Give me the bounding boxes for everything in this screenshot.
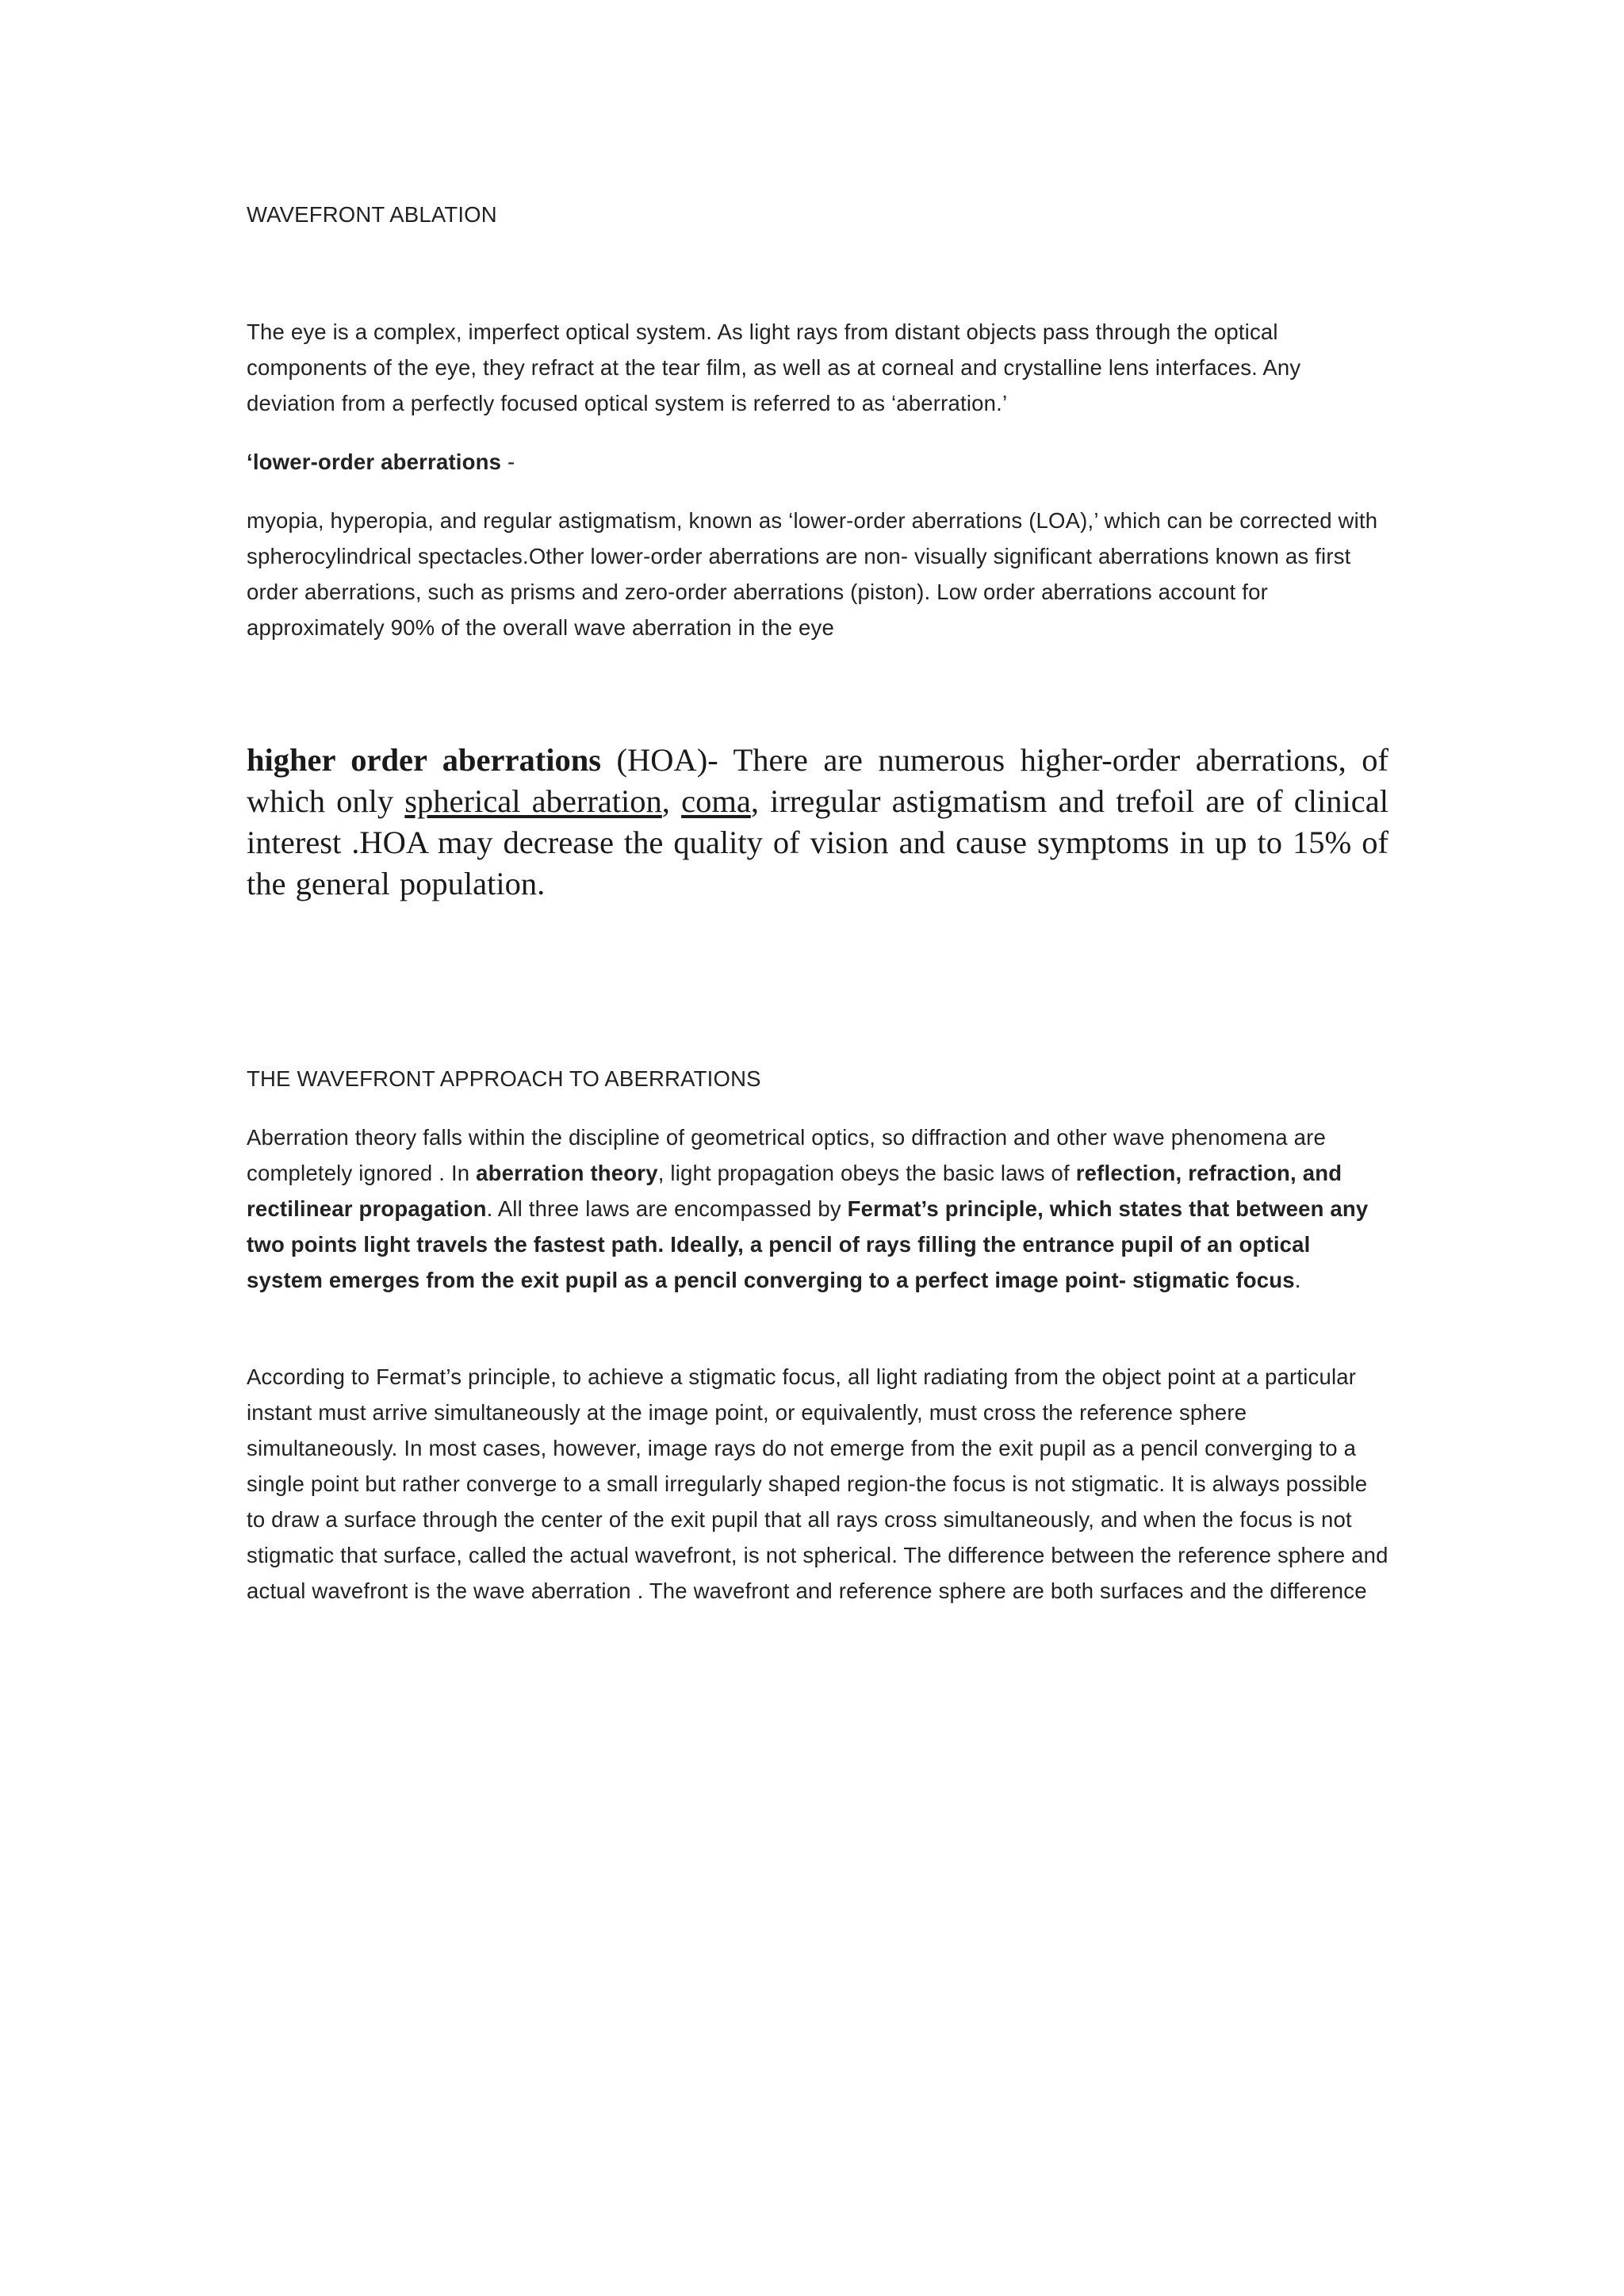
higher-order-heading-suffix: (HOA)- <box>600 742 718 778</box>
higher-order-paragraph <box>247 740 1388 905</box>
intro-paragraph: The eye is a complex, imperfect optical system. As light rays from distant objects pass through the optical components of the eye, they refract at the tear film, as well as at corneal and crystalline lens interfaces. Any deviation from a perfectly focused optical system is referred to as ‘aberration.’ <box>247 320 1301 415</box>
lower-order-heading-bold: ‘lower-order aberrations <box>247 450 502 474</box>
lower-order-paragraph: myopia, hyperopia, and regular astigmatism, known as ‘lower-order aberrations (LOA),’ which can be corrected with spherocylindrical spectacles.Other lower-order aberrations are non- visually significant aberrations known as first order aberrations, such as prisms and zero-order aberrations (piston). Low order aberrations account for approximately 90% of the overall wave aberration in the eye <box>247 508 1378 640</box>
para3-text-3: . All three laws are encompassed by <box>486 1196 848 1221</box>
higher-order-text-1: There are numerous higher-order aberrations, of which only <box>247 742 1388 819</box>
para3-text-2: , light propagation obeys the basic laws of <box>657 1161 1076 1185</box>
lower-order-heading-suffix: - <box>501 450 515 474</box>
lower-order-heading <box>247 444 1388 480</box>
coma-link[interactable]: coma <box>681 783 751 819</box>
higher-order-text-2: , <box>661 783 682 819</box>
higher-order-text-3: , irregular astigmatism and trefoil are of clinical interest .HOA may decrease the quality of vision and cause symptoms in up to 15% of the general population. <box>247 783 1388 901</box>
para3-bold-1: aberration theory <box>476 1161 658 1185</box>
aberration-theory-paragraph <box>247 1119 1388 1298</box>
spherical-aberration-link[interactable]: spherical aberration <box>404 783 662 819</box>
document-title: WAVEFRONT ABLATION <box>247 202 497 227</box>
para3-text-1: Aberration theory falls within the discipline of geometrical optics, so diffraction and other wave phenomena are completely ignored . In <box>247 1125 1326 1185</box>
para3-bold-2: reflection, refraction, and rectilinear propagation <box>247 1161 1342 1221</box>
higher-order-heading-bold: higher order aberrations <box>247 742 601 778</box>
section-title-wavefront-approach: THE WAVEFRONT APPROACH TO ABERRATIONS <box>247 1066 761 1091</box>
fermat-principle-paragraph: According to Fermat’s principle, to achieve a stigmatic focus, all light radiating from the object point at a particular instant must arrive simultaneously at the image point, or equivalently, must cross the reference sphere simultaneously. In most cases, however, image rays do not emerge from the exit pupil as a pencil converging to a single point but rather converge to a small irregularly shaped region-the focus is not stigmatic. It is always possible to draw a surface through the center of the exit pupil that all rays cross simultaneously, and when the focus is not stigmatic that surface, called the actual wavefront, is not spherical. The difference between the reference sphere and actual wavefront is the wave aberration . The wavefront and reference sphere are both surfaces and the difference <box>247 1364 1388 1603</box>
para3-text-4: . <box>1294 1268 1301 1292</box>
para3-bold-3: Fermat’s principle, which states that between any two points light travels the fastest path. Ideally, a pencil of rays filling the entrance pupil of an optical system emerges from the exit pupil as a pencil converging to a perfect image point- stigmatic focus <box>247 1196 1369 1292</box>
